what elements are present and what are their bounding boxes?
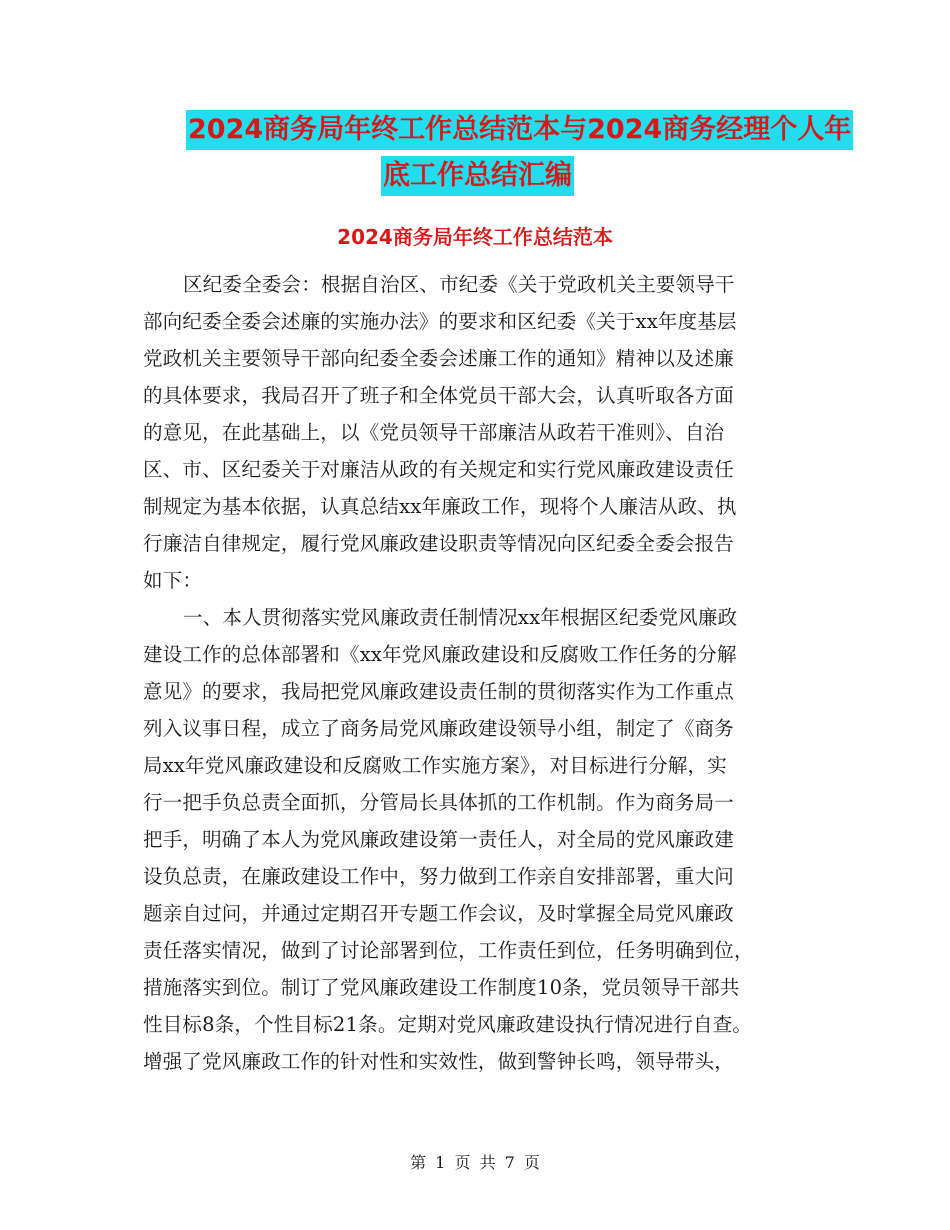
- paragraph-line: 措施落实到位。制订了党风廉政建设工作制度10条，党员领导干部共: [143, 976, 740, 999]
- paragraph-line: 党政机关主要领导干部向纪委全委会述廉工作的通知》精神以及述廉: [143, 347, 735, 370]
- paragraph-line: 行廉洁自律规定，履行党风廉政建设职责等情况向区纪委全委会报告: [143, 532, 735, 555]
- body-text: [143, 266, 823, 1080]
- paragraph-line: 一、本人贯彻落实党风廉政责任制情况xx年根据区纪委党风廉政: [183, 606, 738, 629]
- paragraph-line: 制规定为基本依据，认真总结xx年廉政工作，现将个人廉洁从政、执: [143, 495, 737, 518]
- paragraph-line: 区纪委全委会：根据自治区、市纪委《关于党政机关主要领导干: [183, 273, 735, 296]
- paragraph-line: 的具体要求，我局召开了班子和全体党员干部大会，认真听取各方面: [143, 384, 735, 407]
- paragraph-line: 把手，明确了本人为党风廉政建设第一责任人，对全局的党风廉政建: [143, 828, 735, 851]
- paragraph-line: 列入议事日程，成立了商务局党风廉政建设领导小组，制定了《商务: [143, 717, 735, 740]
- paragraph-line: 建设工作的总体部署和《xx年党风廉政建设和反腐败工作任务的分解: [143, 643, 737, 666]
- title-line-1: 2024商务局年终工作总结范本与2024商务经理个人年: [186, 110, 853, 150]
- title-line-2: 底工作总结汇编: [381, 156, 574, 196]
- paragraph-line: 性目标8条，个性目标21条。定期对党风廉政建设执行情况进行自查。: [143, 1013, 753, 1036]
- paragraph-line: 局xx年党风廉政建设和反腐败工作实施方案》，对目标进行分解，实: [143, 754, 727, 777]
- page-number-footer: 第 1 页 共 7 页: [410, 1153, 540, 1172]
- paragraph-line: 部向纪委全委会述廉的实施办法》的要求和区纪委《关于xx年度基层: [143, 310, 737, 333]
- paragraph-line: 题亲自过问，并通过定期召开专题工作会议，及时掌握全局党风廉政: [143, 902, 735, 925]
- paragraph-line: 区、市、区纪委关于对廉洁从政的有关规定和实行党风廉政建设责任: [143, 458, 735, 481]
- paragraph-line: 责任落实情况，做到了讨论部署到位，工作责任到位，任务明确到位，: [143, 939, 754, 962]
- section-heading: 2024商务局年终工作总结范本: [337, 225, 613, 249]
- paragraph-line: 的意见，在此基础上，以《党员领导干部廉洁从政若干准则》、自治: [143, 421, 725, 444]
- paragraph-line: 设负总责，在廉政建设工作中，努力做到工作亲自安排部署，重大问: [143, 865, 735, 888]
- paragraph-line: 增强了党风廉政工作的针对性和实效性，做到警钟长鸣，领导带头，: [143, 1050, 735, 1073]
- paragraph-line: 行一把手负总责全面抓，分管局长具体抓的工作机制。作为商务局一: [143, 791, 735, 814]
- paragraph-line: 如下：: [143, 569, 203, 592]
- paragraph-line: 意见》的要求，我局把党风廉政建设责任制的贯彻落实作为工作重点: [143, 680, 735, 703]
